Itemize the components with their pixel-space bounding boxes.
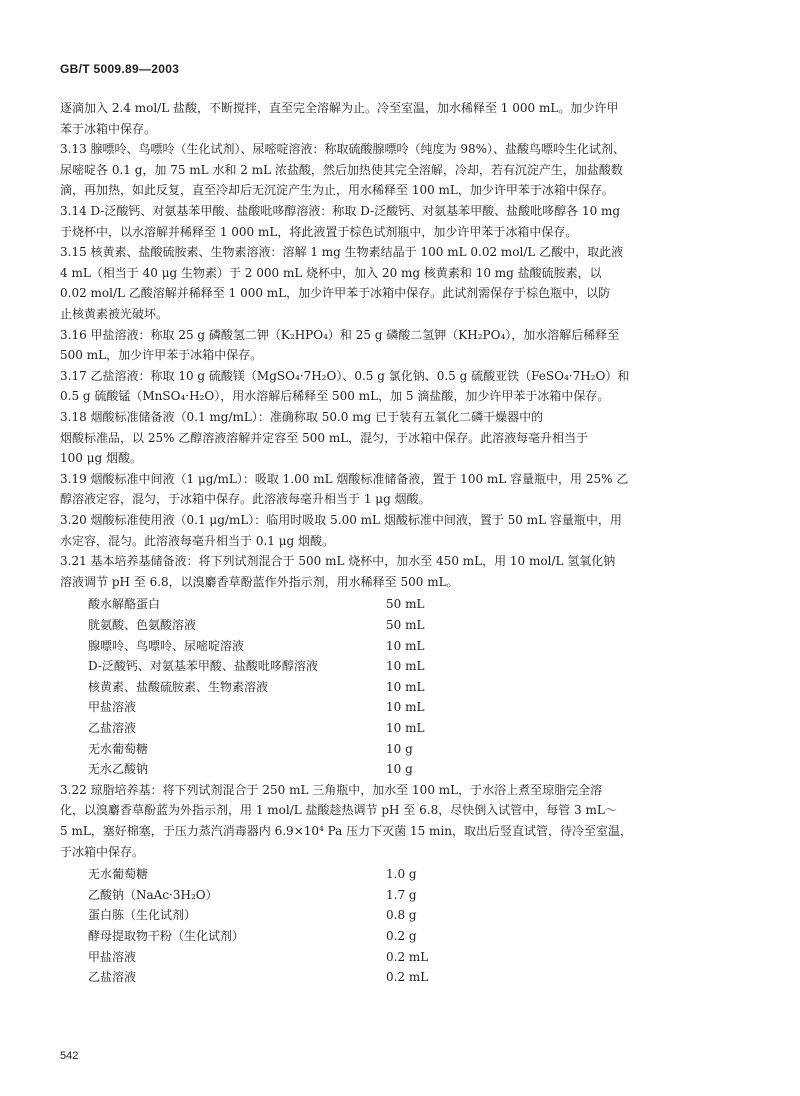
text-line: 尿嘧啶各 0.1 g，加 75 mL 水和 2 mL 浓盐酸，然后加热使其完全溶解，冷却，若有沉淀产生，加盐酸数 xyxy=(60,162,623,177)
reagent-name: 甲盐溶液 xyxy=(88,949,137,964)
reagent-amount: 10 g xyxy=(386,741,413,756)
text-line: 3.19 烟酸标准中间液（1 μg/mL）：吸取 1.00 mL 烟酸标准储备液，置于 100 mL 容量瓶中，用 25% 乙 xyxy=(60,471,629,486)
reagent-name: 胱氨酸、色氨酸溶液 xyxy=(88,618,197,632)
reagent-amount: 1.0 g xyxy=(386,867,417,882)
text-line: 500 mL，加少许甲苯于冰箱中保存。 xyxy=(60,348,263,363)
text-line: 3.21 基本培养基储备液：将下列试剂混合于 500 mL 烧杯中，加水至 450 mL，用 10 mol/L 氢氧化钠 xyxy=(60,554,616,569)
reagent-amount: 10 mL xyxy=(386,721,425,735)
reagent-name: 酵母提取物干粉（生化试剂） xyxy=(88,929,245,943)
reagent-name: 乙酸钠（NaAc·3H₂O） xyxy=(88,887,218,902)
reagent-amount: 0.2 mL xyxy=(386,949,429,964)
text-line: 3.15 核黄素、盐酸硫胺素、生物素溶液：溶解 1 mg 生物素结晶于 100 mL 0.02 mol/L 乙酸中，取此液 xyxy=(60,245,624,260)
reagent-amount: 10 g xyxy=(386,762,413,777)
page-number: 542 xyxy=(60,1050,79,1062)
text-line: 溶液调节 pH 至 6.8，以溴麝香草酚蓝作外指示剂，用水稀释至 500 mL。 xyxy=(60,574,459,589)
reagent-amount: 0.8 g xyxy=(386,908,417,923)
reagent-amount: 50 mL xyxy=(386,597,425,612)
reagent-name: 无水乙酸钠 xyxy=(88,762,149,777)
text-line: 100 μg 烟酸。 xyxy=(60,451,143,466)
text-line: 3.13 腺嘌呤、鸟嘌呤（生化试剂）、尿嘧啶溶液：称取硫酸腺嘌呤（纯度为 98%）、盐酸鸟嘌呤生化试剂、 xyxy=(60,142,626,157)
text-line: 3.17 乙盐溶液：称取 10 g 硫酸镁（MgSO₄·7H₂O）、0.5 g 氯化钠、0.5 g 硫酸亚铁（FeSO₄·7H₂O）和 xyxy=(60,368,630,383)
text-line: 3.18 烟酸标准储备液（0.1 mg/mL）：准确称取 50.0 mg 已于装有五氧化二磷干燥器中的 xyxy=(60,410,544,424)
reagent-amount: 10 mL xyxy=(386,638,425,653)
reagent-name: 蛋白胨（生化试剂） xyxy=(88,908,197,923)
reagent-amount: 0.2 g xyxy=(386,929,417,943)
reagent-amount: 1.7 g xyxy=(386,887,417,902)
reagent-name: 腺嘌呤、鸟嘌呤、尿嘧啶溶液 xyxy=(88,638,245,653)
reagent-name: 甲盐溶液 xyxy=(88,700,137,715)
text-line: 逐滴加入 2.4 mol/L 盐酸，不断搅拌，直至完全溶解为止。冷至室温，加水稀释至 1 000 mL。加少许甲 xyxy=(60,101,619,115)
reagent-amount: 50 mL xyxy=(386,618,425,632)
reagent-amount: 0.2 mL xyxy=(386,970,429,985)
reagent-name: 无水葡萄糖 xyxy=(88,867,149,882)
text-line: 0.5 g 硫酸锰（MnSO₄·H₂O），用水溶解后稀释至 500 mL，加 5 滴盐酸，加少许甲苯于冰箱中保存。 xyxy=(60,389,610,404)
text-line: 3.22 琼脂培养基：将下列试剂混合于 250 mL 三角瓶中，加水至 100 mL，于水浴上煮至琼脂完全溶 xyxy=(60,782,603,797)
reagent-amount: 10 mL xyxy=(386,700,425,715)
reagent-name: 无水葡萄糖 xyxy=(88,741,149,756)
text-line: 0.02 mol/L 乙酸溶解并稀释至 1 000 mL，加少许甲苯于冰箱中保存。此试剂需保存于棕色瓶中，以防 xyxy=(60,286,611,301)
text-line: 滴，再加热，如此反复，直至冷却后无沉淀产生为止，用水稀释至 100 mL，加少许甲苯于冰箱中保存。 xyxy=(60,183,614,198)
text-line: 3.14 D-泛酸钙、对氨基苯甲酸、盐酸吡哆醇溶液：称取 D-泛酸钙、对氨基苯甲酸、盐酸吡哆醇各 10 mg xyxy=(60,204,621,218)
reagent-name: D-泛酸钙、对氨基苯甲酸、盐酸吡哆醇溶液 xyxy=(88,659,318,674)
text-line: 4 mL（相当于 40 μg 生物素）于 2 000 mL 烧杯中，加入 20 mg 核黄素和 10 mg 盐酸硫胺素，以 xyxy=(60,265,602,280)
text-line: 止核黄素被光破坏。 xyxy=(60,307,169,321)
text-line: 3.20 烟酸标准使用液（0.1 μg/mL）：临用时吸取 5.00 mL 烟酸标准中间液，置于 50 mL 容量瓶中，用 xyxy=(60,513,622,527)
reagent-name: 乙盐溶液 xyxy=(88,721,137,735)
text-line: 苯于冰箱中保存。 xyxy=(60,121,157,136)
reagent-amount: 10 mL xyxy=(386,659,425,674)
text-line: 于烧杯中，以水溶解并稀释至 1 000 mL，将此液置于棕色试剂瓶中，加少许甲苯于冰箱中保存。 xyxy=(60,224,578,239)
text-line: 3.16 甲盐溶液：称取 25 g 磷酸氢二钾（K₂HPO₄）和 25 g 磷酸二氢钾（KH₂PO₄），加水溶解后稀释至 xyxy=(60,327,620,342)
reagent-name: 酸水解酪蛋白 xyxy=(88,597,161,612)
standard-header: GB/T 5009.89—2003 xyxy=(60,62,180,76)
text-line: 化，以溴麝香草酚蓝为外指示剂，用 1 mol/L 盐酸趁热调节 pH 至 6.8，尽快倒入试管中，每管 3 mL～ xyxy=(60,803,617,818)
text-line: 于冰箱中保存。 xyxy=(60,844,145,859)
text-line: 烟酸标准品，以 25% 乙醇溶液溶解并定容至 500 mL，混匀，于冰箱中保存。此溶液每毫升相当于 xyxy=(60,430,589,445)
reagent-name: 核黄素、盐酸硫胺素、生物素溶液 xyxy=(88,679,269,694)
reagent-name: 乙盐溶液 xyxy=(88,970,137,985)
text-line: 水定容，混匀。此溶液每毫升相当于 0.1 μg 烟酸。 xyxy=(60,533,335,548)
reagent-amount: 10 mL xyxy=(386,679,425,694)
text-line: 醇溶液定容，混匀，于冰箱中保存。此溶液每毫升相当于 1 μg 烟酸。 xyxy=(60,492,431,507)
text-line: 5 mL，塞好棉塞，于压力蒸汽消毒器内 6.9×10⁴ Pa 压力下灭菌 15 min，取出后竖直试管，待冷至室温， xyxy=(60,824,632,838)
